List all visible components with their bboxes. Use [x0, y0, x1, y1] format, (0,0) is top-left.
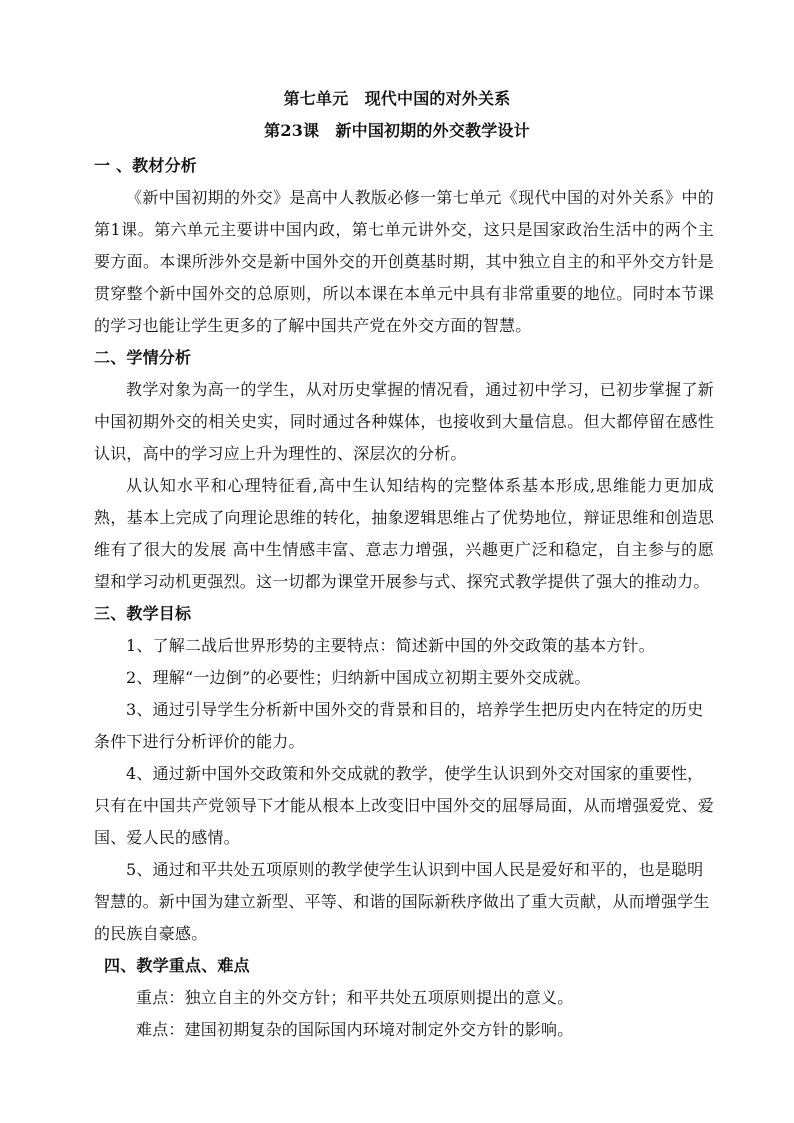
student-analysis-paragraph-2: 从认知水平和心理特征看,高中生认知结构的完整体系基本形成,思维能力更加成熟，基本上完成了向理论思维的转化，抽象逻辑思维占了优势地位，辩证思维和创造思维有了很大的发展 高中生情感丰富、意志力增强，兴趣更广泛和稳定，自主参与的愿望和学习动机更强烈。这一切都为课堂开展参与式、探究式教学提供了强大的推动力。 — [94, 476, 714, 591]
goal-item-2: 2、理解“一边倒”的必要性；归纳新中国成立初期主要外交成就。 — [126, 668, 591, 687]
section-heading-key-points: 四、教学重点、难点 — [104, 956, 250, 975]
section-heading-teaching-goals: 三、教学目标 — [94, 604, 192, 623]
goal-item-3: 3、通过引导学生分析新中国外交的背景和目的，培养学生把历史内在特定的历史条件下进行分析评价的能力。 — [94, 700, 704, 751]
goal-item-4-continuation: 只有在中国共产党领导下才能从根本上改变旧中国外交的屈辱局面，从而增强爱党、爱国、爱人民的感情。 — [94, 796, 714, 847]
document-body — [94, 150, 714, 1046]
difficult-point: 难点：建国初期复杂的国际国内环境对制定外交方针的影响。 — [136, 1020, 574, 1039]
key-point: 重点：独立自主的外交方针；和平共处五项原则提出的意义。 — [136, 988, 574, 1007]
goal-item-4: 4、通过新中国外交政策和外交成就的教学，使学生认识到外交对国家的重要性， — [126, 764, 704, 783]
unit-title: 第七单元 现代中国的对外关系 — [283, 89, 511, 108]
lesson-title: 第23课 新中国初期的外交教学设计 — [264, 121, 530, 140]
goal-item-5: 5、通过和平共处五项原则的教学使学生认识到中国人民是爱好和平的，也是聪明智慧的。新中国为建立新型、平等、和谐的国际新秩序做出了重大贡献，从而增强学生的民族自豪感。 — [94, 860, 710, 943]
textbook-analysis-paragraph: 《新中国初期的外交》是高中人教版必修一第七单元《现代中国的对外关系》中的第1课。第六单元主要讲中国内政，第七单元讲外交，这只是国家政治生活中的两个主要方面。本课所涉外交是新中国外交的开创奠基时期，其中独立自主的和平外交方针是贯穿整个新中国外交的总原则，所以本课在本单元中具有非常重要的地位。同时本节课的学习也能让学生更多的了解中国共产党在外交方面的智慧。 — [94, 188, 714, 335]
section-heading-student-analysis: 二、学情分析 — [94, 348, 192, 367]
goal-item-1: 1、了解二战后世界形势的主要特点：简述新中国的外交政策的基本方针。 — [126, 636, 655, 655]
section-heading-textbook-analysis: 一 、教材分析 — [94, 156, 197, 175]
student-analysis-paragraph-1: 教学对象为高一的学生，从对历史掌握的情况看，通过初中学习，已初步掌握了新中国初期外交的相关史实，同时通过各种媒体，也接收到大量信息。但大都停留在感性认识，高中的学习应上升为理性的、深层次的分析。 — [94, 380, 714, 463]
